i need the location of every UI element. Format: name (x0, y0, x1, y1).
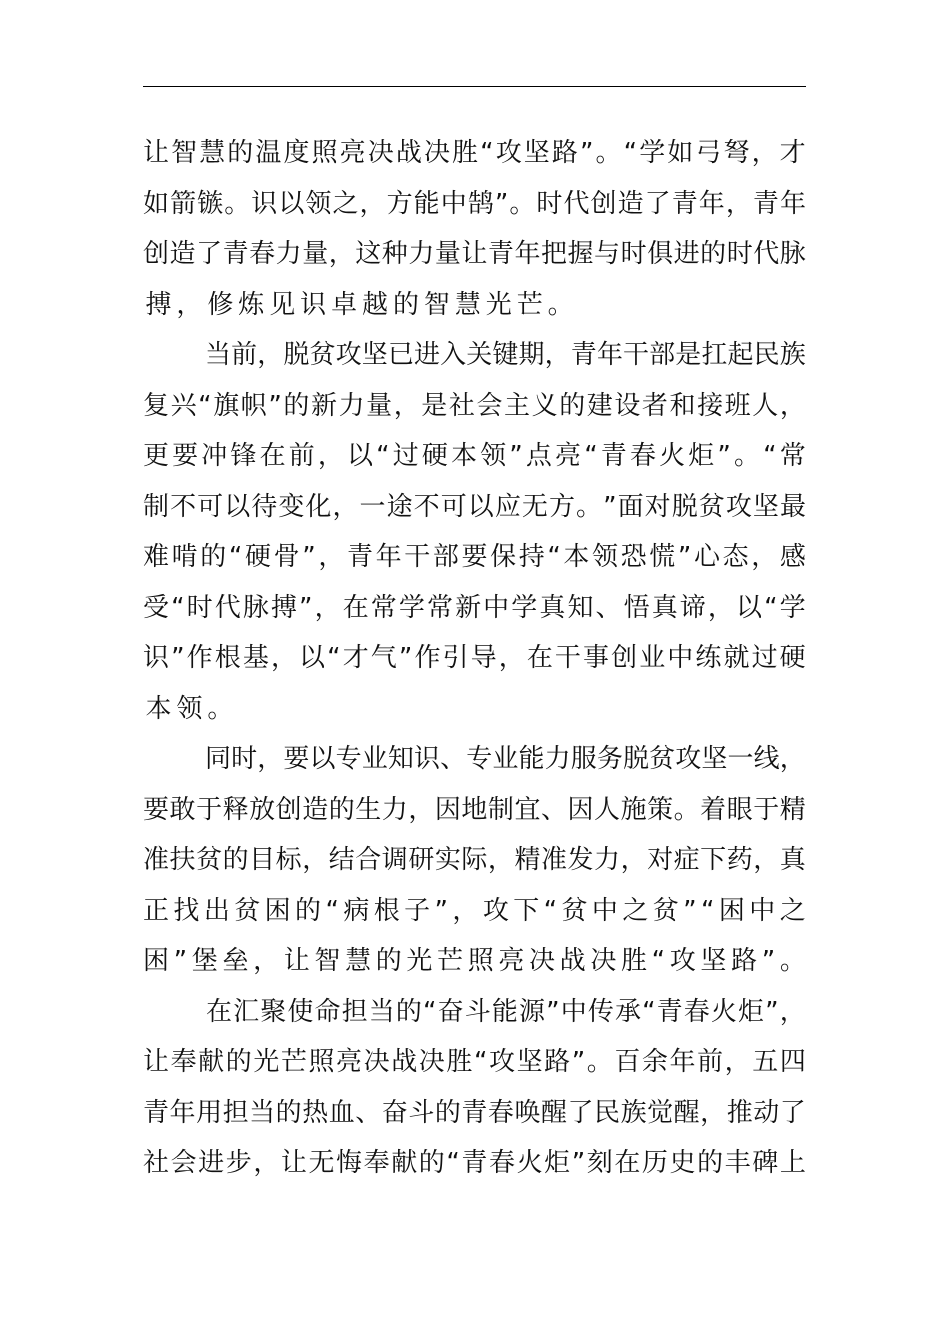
text-line: 难 啃 的 “ 硬 骨 ” ， 青 年 干 部 要 保 持 “ 本 领 恐 慌 ” 心 态 ， 感 (143, 542, 806, 572)
text-line: 困 ” 堡 垒 ， 让 智 慧 的 光 芒 照 亮 决 战 决 胜 “ 攻 坚 路 ” 。 (143, 946, 806, 976)
paragraph-p2 (143, 330, 806, 734)
text-line: 如 箭 镞 。 识 以 领 之 ， 方 能 中 鹄 ” 。 时 代 创 造 了 青 年 ， 青 年 (143, 188, 806, 219)
paragraph-p3 (143, 734, 806, 987)
text-line: 青 年 用 担 当 的 热 血 、 奋 斗 的 青 春 唤 醒 了 民 族 觉 醒 ， 推 动 了 (143, 1097, 806, 1128)
text-line: 复 兴 “ 旗 帜 ” 的 新 力 量 ， 是 社 会 主 义 的 建 设 者 和 接 班 人 ， (143, 390, 806, 421)
text-line: 识 ” 作 根 基 ， 以 “ 才 气 ” 作 引 导 ， 在 干 事 创 业 中 练 就 过 硬 (143, 643, 806, 673)
header-rule (143, 86, 806, 87)
body-text (143, 128, 806, 1189)
text-line: 要 敢 于 释 放 创 造 的 生 力 ， 因 地 制 宜 、 因 人 施 策 。 着 眼 于 精 (143, 794, 806, 825)
text-line: 同 时 ， 要 以 专 业 知 识 、 专 业 能 力 服 务 脱 贫 攻 坚 一 线 ， (205, 744, 806, 774)
text-line: 正 找 出 贫 困 的 “ 病 根 子 ” ， 攻 下 “ 贫 中 之 贫 ” “ 困 中 之 (143, 895, 806, 926)
text-line: 当 前 ， 脱 贫 攻 坚 已 进 入 关 键 期 ， 青 年 干 部 是 扛 起 民 族 (205, 340, 806, 370)
text-line: 准 扶 贫 的 目 标 ， 结 合 调 研 实 际 ， 精 准 发 力 ， 对 症 下 药 ， 真 (143, 845, 806, 875)
paragraph-p1 (143, 128, 806, 330)
text-line: 搏 ， 修 炼 见 识 卓 越 的 智 慧 光 芒 。 (145, 289, 574, 320)
text-line: 本 领 。 (145, 693, 234, 724)
text-line: 制 不 可 以 待 变 化 ， 一 途 不 可 以 应 无 方 。 ” 面 对 脱 贫 攻 坚 最 (143, 491, 806, 522)
text-line: 创 造 了 青 春 力 量 ， 这 种 力 量 让 青 年 把 握 与 时 俱 进 的 时 代 脉 (143, 239, 806, 269)
text-line: 更 要 冲 锋 在 前 ， 以 “ 过 硬 本 领 ” 点 亮 “ 青 春 火 炬 ” 。 “ 常 (143, 441, 806, 471)
text-line: 在 汇 聚 使 命 担 当 的 “ 奋 斗 能 源 ” 中 传 承 “ 青 春 火 炬 ” ， (206, 996, 806, 1027)
text-line: 社 会 进 步 ， 让 无 悔 奉 献 的 “ 青 春 火 炬 ” 刻 在 历 史 的 丰 碑 上 (143, 1148, 806, 1178)
paragraph-p4 (143, 987, 806, 1189)
text-line: 让 奉 献 的 光 芒 照 亮 决 战 决 胜 “ 攻 坚 路 ” 。 百 余 年 前 ， 五 四 (143, 1047, 806, 1077)
text-line: 受 “ 时 代 脉 搏 ” ， 在 常 学 常 新 中 学 真 知 、 悟 真 谛 ， 以 “ 学 (143, 592, 806, 623)
text-line: 让 智 慧 的 温 度 照 亮 决 战 决 胜 “ 攻 坚 路 ” 。 “ 学 如 弓 弩 ， 才 (143, 138, 806, 168)
